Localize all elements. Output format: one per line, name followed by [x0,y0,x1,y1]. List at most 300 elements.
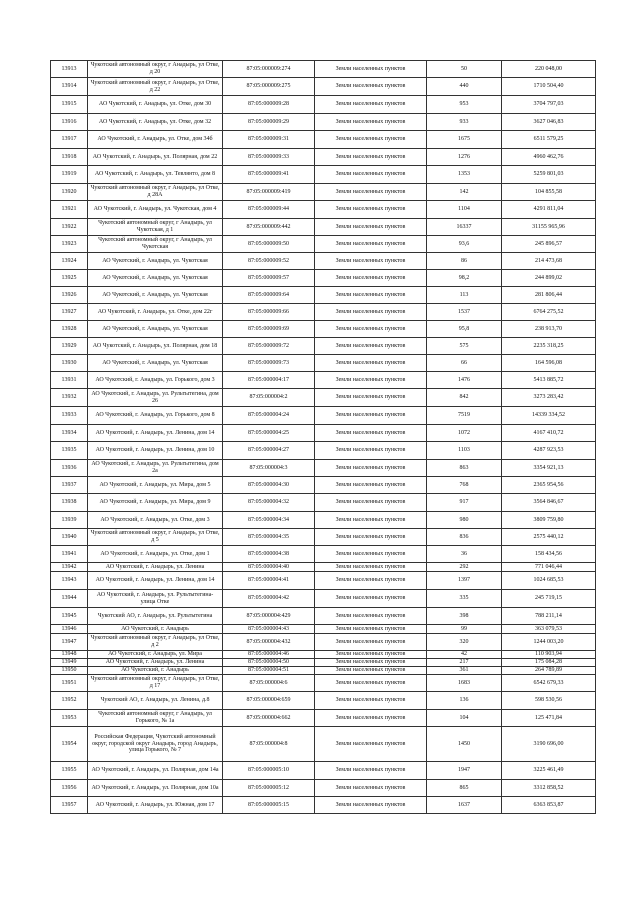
cell-land-category: Земли населенных пунктов [315,762,427,780]
table-row [51,407,596,425]
cell-cadastral-value: 2365 954,56 [502,477,596,494]
cell-area: 1353 [427,166,502,184]
cell-cadastral-number: 87:05:000004:432 [223,634,315,651]
cell-number: 13944 [51,590,88,608]
cell-land-category: Земли населенных пунктов [315,608,427,625]
cell-area: 842 [427,389,502,407]
cell-cadastral-value: 1024 685,53 [502,572,596,590]
cell-land-category: Земли населенных пунктов [315,590,427,608]
table-row [51,149,596,166]
cell-cadastral-value: 4291 811,04 [502,201,596,219]
cell-land-category: Земли населенных пунктов [315,780,427,797]
cell-area: 953 [427,96,502,114]
cell-cadastral-value: 31155 965,96 [502,219,596,236]
cell-area: 1947 [427,762,502,780]
cell-cadastral-value: 598 530,56 [502,692,596,710]
cell-cadastral-number: 87:05:000005:12 [223,780,315,797]
cell-number: 13949 [51,659,88,667]
cell-cadastral-number: 87:05:000004:41 [223,572,315,590]
cell-land-category: Земли населенных пунктов [315,529,427,546]
cell-cadastral-value: 788 211,14 [502,608,596,625]
cell-address: АО Чукотский, г. Анадырь, ул. Полярная, дом 18 [88,338,223,355]
cell-area: 1476 [427,372,502,389]
cell-cadastral-value: 6542 679,33 [502,675,596,692]
cell-cadastral-value: 3704 797,03 [502,96,596,114]
cell-cadastral-value: 5413 885,72 [502,372,596,389]
cell-cadastral-value: 125 471,84 [502,710,596,727]
cell-number: 13937 [51,477,88,494]
cell-number: 13927 [51,304,88,321]
cell-area: 95,8 [427,321,502,338]
cell-address: АО Чукотский, г. Анадырь, ул. Чукотская [88,270,223,287]
cell-land-category: Земли населенных пунктов [315,201,427,219]
cell-area: 1104 [427,201,502,219]
cell-address: Чукотский автономный округ, г Анадырь, ул Отке, д 28А [88,184,223,201]
cell-cadastral-value: 4287 923,53 [502,442,596,460]
cell-cadastral-value: 1244 003,20 [502,634,596,651]
cell-address: АО Чукотский, г. Анадырь, ул. Мира [88,651,223,659]
cell-cadastral-number: 87:05:000004:27 [223,442,315,460]
table-row [51,78,596,96]
cell-land-category: Земли населенных пунктов [315,563,427,572]
cell-cadastral-value: 245 719,15 [502,590,596,608]
table-row [51,442,596,460]
cell-land-category: Земли населенных пунктов [315,304,427,321]
cell-cadastral-number: 87:05:000004:40 [223,563,315,572]
cell-number: 13943 [51,572,88,590]
cell-cadastral-number: 87:05:000004:17 [223,372,315,389]
cell-cadastral-number: 87:05:000009:57 [223,270,315,287]
cell-address: АО Чукотский, г. Анадырь, ул. Отке, дом 32 [88,114,223,131]
cell-area: 1683 [427,675,502,692]
cell-number: 13919 [51,166,88,184]
cell-cadastral-number: 87:05:000005:15 [223,797,315,814]
cell-cadastral-value: 771 046,44 [502,563,596,572]
table-row [51,727,596,762]
cell-number: 13957 [51,797,88,814]
cell-cadastral-number: 87:05:000009:44 [223,201,315,219]
cell-number: 13936 [51,460,88,477]
cell-land-category: Земли населенных пунктов [315,96,427,114]
cell-cadastral-number: 87:05:000004:662 [223,710,315,727]
cell-area: 863 [427,460,502,477]
cell-number: 13955 [51,762,88,780]
cell-number: 13952 [51,692,88,710]
cell-cadastral-value: 175 084,28 [502,659,596,667]
cell-cadastral-value: 3273 283,42 [502,389,596,407]
cell-area: 933 [427,114,502,131]
cell-cadastral-number: 87:05:000004:50 [223,659,315,667]
cell-cadastral-value: 281 806,44 [502,287,596,304]
cell-area: 7519 [427,407,502,425]
cell-address: Чукотский автономный округ, г Анадырь, ул Отке, д 22 [88,78,223,96]
cell-cadastral-number: 87:05:000009:442 [223,219,315,236]
table-row [51,236,596,253]
cell-cadastral-number: 87:05:000004:34 [223,512,315,529]
cell-address: Чукотский АО, г. Анадырь, ул. Ленина, д.8 [88,692,223,710]
cell-land-category: Земли населенных пунктов [315,512,427,529]
cell-land-category: Земли населенных пунктов [315,253,427,270]
cell-area: 1397 [427,572,502,590]
cell-address: АО Чукотский, г. Анадырь, ул. Чукотская [88,287,223,304]
cell-cadastral-number: 87:05:000004:42 [223,590,315,608]
cell-land-category: Земли населенных пунктов [315,166,427,184]
table-body [51,61,596,814]
cell-land-category: Земли населенных пунктов [315,675,427,692]
cell-address: АО Чукотский, г. Анадырь, ул. Ленина, дом 14 [88,572,223,590]
cell-cadastral-number: 87:05:000009:29 [223,114,315,131]
cell-land-category: Земли населенных пунктов [315,389,427,407]
cell-number: 13953 [51,710,88,727]
cell-cadastral-number: 87:05:000009:66 [223,304,315,321]
cell-address: АО Чукотский, г. Анадырь, ул. Рультытегина-улица Отке [88,590,223,608]
cell-cadastral-value: 4167 410,72 [502,425,596,442]
cell-number: 13946 [51,625,88,634]
cell-address: АО Чукотский, г. Анадырь, ул. Отке, дом 34б [88,131,223,149]
cell-number: 13938 [51,494,88,512]
cell-number: 13948 [51,651,88,659]
cell-number: 13941 [51,546,88,563]
cell-cadastral-number: 87:05:000004:35 [223,529,315,546]
table-row [51,477,596,494]
cell-land-category: Земли населенных пунктов [315,477,427,494]
cell-area: 50 [427,61,502,78]
table-row [51,425,596,442]
cell-cadastral-value: 2575 440,12 [502,529,596,546]
table-row [51,692,596,710]
cell-cadastral-number: 87:05:000009:275 [223,78,315,96]
cell-cadastral-value: 363 079,53 [502,625,596,634]
cell-cadastral-value: 3809 759,80 [502,512,596,529]
table-row [51,675,596,692]
cell-land-category: Земли населенных пунктов [315,494,427,512]
cell-area: 292 [427,563,502,572]
cell-cadastral-number: 87:05:000004:659 [223,692,315,710]
cell-number: 13942 [51,563,88,572]
cell-cadastral-number: 87:05:000009:419 [223,184,315,201]
cell-address: АО Чукотский, г. Анадырь, ул. Отке, дом 1 [88,546,223,563]
cell-address: АО Чукотский, г. Анадырь, ул. Полярная, дом 14а [88,762,223,780]
cell-number: 13940 [51,529,88,546]
cell-land-category: Земли населенных пунктов [315,460,427,477]
table-row [51,625,596,634]
cell-address: АО Чукотский, г. Анадырь [88,667,223,675]
cell-cadastral-number: 87:05:000004:3 [223,460,315,477]
cell-area: 398 [427,608,502,625]
table-row [51,667,596,675]
cell-address: АО Чукотский, г. Анадырь, ул. Полярная, дом 10а [88,780,223,797]
table-row [51,253,596,270]
cell-address: АО Чукотский, г. Анадырь, ул. Тевлянто, дом 8 [88,166,223,184]
cell-address: АО Чукотский, г. Анадырь, ул. Полярная, дом 22 [88,149,223,166]
cell-area: 42 [427,651,502,659]
table-row [51,114,596,131]
cell-cadastral-number: 87:05:000004:6 [223,675,315,692]
cell-number: 13931 [51,372,88,389]
cell-address: Чукотский автономный округ, г Анадырь, ул Отке, д 20 [88,61,223,78]
cell-cadastral-value: 5259 801,03 [502,166,596,184]
cell-area: 86 [427,253,502,270]
cell-cadastral-value: 6511 579,25 [502,131,596,149]
table-row [51,96,596,114]
cell-cadastral-number: 87:05:000009:50 [223,236,315,253]
cell-number: 13920 [51,184,88,201]
cell-number: 13929 [51,338,88,355]
cell-number: 13924 [51,253,88,270]
cell-cadastral-value: 3627 046,83 [502,114,596,131]
cell-address: Российская Федерация, Чукотский автономный округ, городской округ Анадырь, город Анадырь, улица Горького, № 7 [88,727,223,762]
table-row [51,372,596,389]
cell-land-category: Земли населенных пунктов [315,236,427,253]
table-row [51,304,596,321]
cell-area: 217 [427,659,502,667]
cell-address: Чукотский автономный округ, г Анадырь, ул Чукотская, д 1 [88,219,223,236]
cell-address: АО Чукотский, г. Анадырь, ул. Чукотская, дом 4 [88,201,223,219]
cell-address: АО Чукотский, г. Анадырь, ул. Горького, дом 3 [88,372,223,389]
table-row [51,184,596,201]
cell-land-category: Земли населенных пунктов [315,667,427,675]
cell-address: Чукотский автономный округ, г Анадырь, ул Горького, № 1а [88,710,223,727]
cell-area: 1537 [427,304,502,321]
cell-area: 1450 [427,727,502,762]
cell-address: АО Чукотский, г. Анадырь, ул. Ленина [88,659,223,667]
cell-cadastral-value: 14339 334,52 [502,407,596,425]
cell-area: 99 [427,625,502,634]
table-row [51,651,596,659]
cell-land-category: Земли населенных пунктов [315,61,427,78]
cell-number: 13913 [51,61,88,78]
cell-area: 16337 [427,219,502,236]
table-row [51,61,596,78]
cell-number: 13947 [51,634,88,651]
cell-number: 13945 [51,608,88,625]
cell-land-category: Земли населенных пунктов [315,287,427,304]
cell-area: 335 [427,590,502,608]
cell-land-category: Земли населенных пунктов [315,425,427,442]
cell-cadastral-number: 87:05:000009:33 [223,149,315,166]
cell-address: АО Чукотский, г. Анадырь, ул. Отке, дом 30 [88,96,223,114]
cell-address: АО Чукотский, г. Анадырь, ул. Ленина, дом 10 [88,442,223,460]
cell-land-category: Земли населенных пунктов [315,131,427,149]
cell-cadastral-number: 87:05:000004:30 [223,477,315,494]
table-row [51,321,596,338]
land-registry-table [50,60,596,814]
cell-address: АО Чукотский, г. Анадырь, ул. Ленина [88,563,223,572]
cell-address: Чукотский автономный округ, г Анадырь, ул Отке, д 2 [88,634,223,651]
table-row [51,634,596,651]
cell-number: 13921 [51,201,88,219]
cell-area: 93,6 [427,236,502,253]
cell-land-category: Земли населенных пунктов [315,114,427,131]
cell-land-category: Земли населенных пунктов [315,727,427,762]
cell-cadastral-number: 87:05:000004:429 [223,608,315,625]
cell-cadastral-number: 87:05:000004:32 [223,494,315,512]
cell-number: 13923 [51,236,88,253]
cell-cadastral-value: 6764 275,52 [502,304,596,321]
cell-cadastral-value: 264 789,89 [502,667,596,675]
cell-number: 13922 [51,219,88,236]
cell-cadastral-number: 87:05:000004:8 [223,727,315,762]
cell-address: АО Чукотский, г. Анадырь, ул. Рультытегина, дом 2а [88,460,223,477]
table-row [51,389,596,407]
table-row [51,780,596,797]
cell-number: 13916 [51,114,88,131]
cell-cadastral-value: 158 434,56 [502,546,596,563]
cell-address: АО Чукотский, г. Анадырь, ул. Ленина, дом 14 [88,425,223,442]
cell-cadastral-value: 104 855,58 [502,184,596,201]
cell-number: 13928 [51,321,88,338]
table-row [51,460,596,477]
table-row [51,762,596,780]
table-row [51,287,596,304]
cell-area: 320 [427,634,502,651]
cell-land-category: Земли населенных пунктов [315,78,427,96]
cell-number: 13951 [51,675,88,692]
table-row [51,572,596,590]
table-row [51,512,596,529]
cell-cadastral-value: 214 473,68 [502,253,596,270]
cell-cadastral-value: 2235 318,25 [502,338,596,355]
cell-address: Чукотский автономный округ, г Анадырь, ул Чукотская [88,236,223,253]
cell-land-category: Земли населенных пунктов [315,710,427,727]
cell-land-category: Земли населенных пунктов [315,270,427,287]
cell-land-category: Земли населенных пунктов [315,372,427,389]
cell-address: Чукотский АО, г. Анадырь, ул. Рультытегина [88,608,223,625]
cell-number: 13933 [51,407,88,425]
cell-area: 113 [427,287,502,304]
cell-area: 1675 [427,131,502,149]
cell-area: 440 [427,78,502,96]
cell-land-category: Земли населенных пунктов [315,572,427,590]
cell-address: Чукотский автономный округ, г Анадырь, ул Отке, д 17 [88,675,223,692]
table-row [51,710,596,727]
cell-address: АО Чукотский, г. Анадырь, ул. Горького, дом 8 [88,407,223,425]
cell-number: 13939 [51,512,88,529]
table-row [51,546,596,563]
cell-cadastral-number: 87:05:000009:274 [223,61,315,78]
cell-land-category: Земли населенных пунктов [315,659,427,667]
table-row [51,338,596,355]
cell-cadastral-number: 87:05:000005:10 [223,762,315,780]
cell-number: 13932 [51,389,88,407]
cell-address: АО Чукотский, г. Анадырь, ул. Чукотская [88,321,223,338]
cell-area: 980 [427,512,502,529]
cell-number: 13918 [51,149,88,166]
cell-cadastral-number: 87:05:000009:52 [223,253,315,270]
cell-number: 13926 [51,287,88,304]
table-row [51,494,596,512]
cell-number: 13954 [51,727,88,762]
cell-land-category: Земли населенных пунктов [315,338,427,355]
cell-land-category: Земли населенных пунктов [315,442,427,460]
table-row [51,563,596,572]
table-row [51,590,596,608]
cell-area: 136 [427,692,502,710]
cell-address: АО Чукотский, г. Анадырь, ул. Чукотская [88,355,223,372]
table-row [51,201,596,219]
cell-land-category: Земли населенных пунктов [315,797,427,814]
cell-cadastral-number: 87:05:000004:51 [223,667,315,675]
cell-area: 36 [427,546,502,563]
cell-cadastral-value: 220 048,00 [502,61,596,78]
cell-cadastral-number: 87:05:000004:38 [223,546,315,563]
table-row [51,797,596,814]
cell-address: АО Чукотский, г. Анадырь [88,625,223,634]
cell-address: АО Чукотский, г. Анадырь, ул. Южная, дом 17 [88,797,223,814]
cell-cadastral-number: 87:05:000009:72 [223,338,315,355]
cell-land-category: Земли населенных пунктов [315,219,427,236]
cell-area: 104 [427,710,502,727]
table-row [51,219,596,236]
cell-land-category: Земли населенных пунктов [315,149,427,166]
cell-cadastral-value: 110 903,94 [502,651,596,659]
cell-cadastral-number: 87:05:000009:28 [223,96,315,114]
cell-area: 142 [427,184,502,201]
cell-land-category: Земли населенных пунктов [315,355,427,372]
cell-cadastral-number: 87:05:000009:64 [223,287,315,304]
cell-area: 917 [427,494,502,512]
cell-cadastral-value: 3564 846,67 [502,494,596,512]
cell-address: АО Чукотский, г. Анадырь, ул. Отке, дом 22г [88,304,223,321]
cell-cadastral-number: 87:05:000004:46 [223,651,315,659]
cell-land-category: Земли населенных пунктов [315,184,427,201]
cell-number: 13956 [51,780,88,797]
cell-area: 768 [427,477,502,494]
cell-land-category: Земли населенных пунктов [315,321,427,338]
cell-area: 1072 [427,425,502,442]
cell-area: 66 [427,355,502,372]
cell-cadastral-number: 87:05:000004:24 [223,407,315,425]
cell-cadastral-number: 87:05:000009:69 [223,321,315,338]
cell-address: АО Чукотский, г. Анадырь, ул. Мира, дом 9 [88,494,223,512]
cell-cadastral-value: 6363 853,87 [502,797,596,814]
table-row [51,355,596,372]
cell-cadastral-value: 245 896,57 [502,236,596,253]
cell-cadastral-value: 3312 858,52 [502,780,596,797]
cell-area: 575 [427,338,502,355]
cell-number: 13925 [51,270,88,287]
cell-land-category: Земли населенных пунктов [315,625,427,634]
cell-number: 13914 [51,78,88,96]
cell-cadastral-number: 87:05:000009:73 [223,355,315,372]
table-row [51,131,596,149]
cell-area: 98,2 [427,270,502,287]
table-row [51,659,596,667]
table-row [51,270,596,287]
cell-number: 13950 [51,667,88,675]
cell-number: 13934 [51,425,88,442]
cell-number: 13917 [51,131,88,149]
cell-land-category: Земли населенных пунктов [315,651,427,659]
table-row [51,608,596,625]
cell-land-category: Земли населенных пунктов [315,407,427,425]
cell-cadastral-value: 3354 921,13 [502,460,596,477]
cell-cadastral-number: 87:05:000009:31 [223,131,315,149]
cell-land-category: Земли населенных пунктов [315,692,427,710]
cell-number: 13935 [51,442,88,460]
cell-area: 865 [427,780,502,797]
cell-area: 1637 [427,797,502,814]
cell-cadastral-value: 164 596,08 [502,355,596,372]
cell-cadastral-value: 1710 504,40 [502,78,596,96]
cell-cadastral-number: 87:05:000009:41 [223,166,315,184]
cell-address: АО Чукотский, г. Анадырь, ул. Отке, дом 3 [88,512,223,529]
cell-cadastral-value: 238 913,70 [502,321,596,338]
cell-cadastral-number: 87:05:000004:43 [223,625,315,634]
cell-cadastral-value: 3225 461,49 [502,762,596,780]
cell-land-category: Земли населенных пунктов [315,634,427,651]
cell-address: АО Чукотский, г. Анадырь, ул. Мира, дом 5 [88,477,223,494]
